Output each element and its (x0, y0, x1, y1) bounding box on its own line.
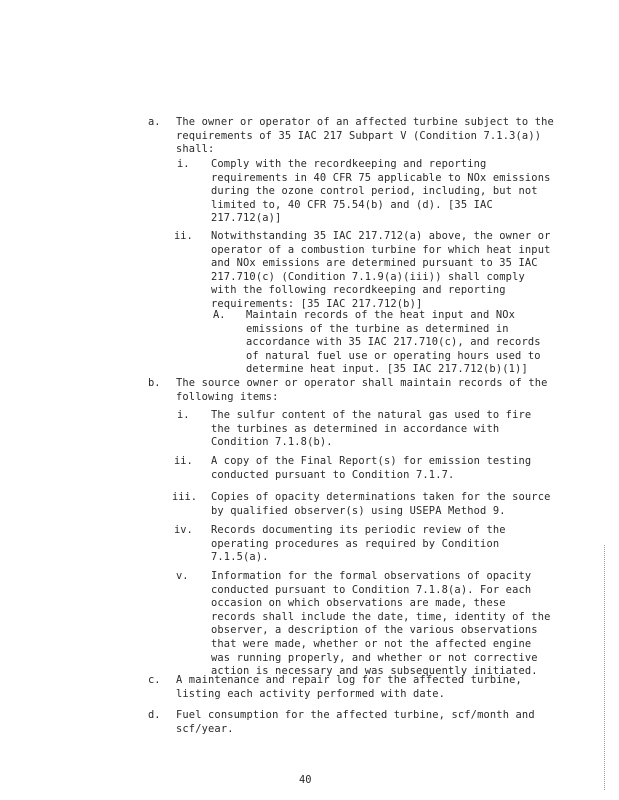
scan-edge-line (604, 545, 605, 790)
item-b-ii-text: A copy of the Final Report(s) for emission testing conducted pursuant to Condition 7.1.7. (211, 455, 532, 481)
item-d-label: d. (148, 709, 161, 721)
item-a-label: a. (148, 116, 161, 128)
item-b-ii-label: ii. (174, 455, 193, 467)
item-a-ii-label: ii. (174, 230, 193, 242)
item-b-iv-label: iv. (174, 524, 193, 536)
item-b-i-label: i. (177, 409, 190, 421)
page-number: 40 (299, 774, 312, 786)
item-a-ii-A-label: A. (213, 309, 226, 321)
item-d-text: Fuel consumption for the affected turbine, scf/month and scf/year. (176, 709, 535, 735)
item-b-v-label: v. (176, 570, 189, 582)
item-b-iii-text: Copies of opacity determinations taken for the source by qualified observer(s) using USEPA Method 9. (211, 491, 551, 517)
item-a-text: The owner or operator of an affected turbine subject to the requirements of 35 IAC 217 Subpart V (Condition 7.1.3(a)) shall: (176, 116, 554, 156)
item-c-label: c. (148, 674, 161, 686)
item-b-iii-label: iii. (172, 491, 198, 503)
item-b-i-text: The sulfur content of the natural gas used to fire the turbines as determined in accordance with Condition 7.1.8(b). (211, 409, 532, 449)
item-c-text: A maintenance and repair log for the affected turbine, listing each activity performed with date. (176, 674, 522, 700)
item-b-iv-text: Records documenting its periodic review of the operating procedures as required by Condition 7.1.5(a). (211, 524, 506, 564)
item-a-i-text: Comply with the recordkeeping and reporting requirements in 40 CFR 75 applicable to NOx emissions during the ozone control period, including, but not limited to, 40 CFR 75.54(b) and (d). [35 IAC 217.712(a)] (211, 158, 551, 225)
item-a-ii-A-text: Maintain records of the heat input and NOx emissions of the turbine as determined in accordance with 35 IAC 217.710(c), and records of natural fuel use or operating hours used to determine heat input. [35 IAC 217.712(b)(1)] (246, 309, 541, 376)
item-a-i-label: i. (177, 158, 190, 170)
item-a-ii-text: Notwithstanding 35 IAC 217.712(a) above, the owner or operator of a combustion turbine for which heat input and NOx emissions are determined pursuant to 35 IAC 217.710(c) (Condition 7.1.9(a)(iii)) shall comply with the following recordkeeping and reporting requirements: [35 IAC 217.712(b)] (211, 230, 551, 310)
item-b-label: b. (148, 377, 161, 389)
item-b-text: The source owner or operator shall maintain records of the following items: (176, 377, 548, 403)
item-b-v-text: Information for the formal observations of opacity conducted pursuant to Condition 7.1.8(a). For each occasion on which observations are made, these records shall include the date, time, identity of the observer, a description of the various observations that were made, whether or not the affected engine was running properly, and whether or not corrective action is necessary and was subsequently initiated. (211, 570, 551, 678)
